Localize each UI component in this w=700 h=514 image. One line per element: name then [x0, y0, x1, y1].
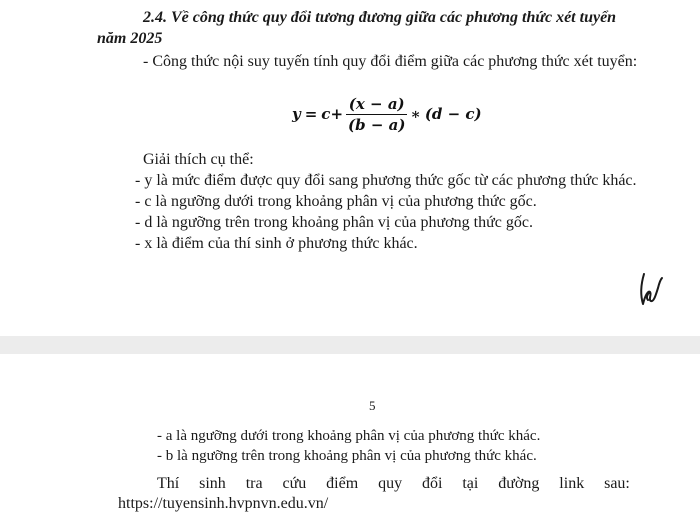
explain-title: Giải thích cụ thể:	[143, 151, 254, 168]
formula-numerator: (x − a)	[348, 94, 405, 113]
intro-text: - Công thức nội suy tuyến tính quy đổi điểm giữa các phương thức xét tuyển:	[143, 53, 638, 70]
closing-word: cứu	[282, 475, 307, 492]
formula-c: c	[321, 105, 331, 123]
formula-denominator: (b − a)	[348, 115, 406, 134]
interpolation-formula	[292, 92, 482, 136]
explain-item-x: - x là điểm của thí sinh ở phương thức khác.	[135, 235, 418, 252]
closing-word: tại	[462, 475, 479, 492]
formula-equals: =	[304, 105, 318, 123]
formula-lhs: y	[292, 105, 301, 123]
closing-word: tra	[245, 475, 263, 492]
explain-item-c: - c là ngưỡng dưới trong khoảng phân vị của phương thức gốc.	[135, 193, 537, 210]
explain-item-b: - b là ngưỡng trên trong khoảng phân vị của phương thức khác.	[157, 448, 537, 464]
closing-word: đường	[498, 475, 540, 492]
closing-word: sinh	[199, 475, 226, 492]
formula-fraction	[346, 95, 407, 134]
formula-times: ∗	[410, 105, 421, 123]
closing-word: Thí	[157, 475, 180, 492]
explain-item-y: - y là mức điểm được quy đổi sang phương thức gốc từ các phương thức khác.	[135, 172, 637, 189]
page-number: 5	[369, 398, 376, 413]
page-separator	[0, 336, 700, 354]
formula-tail: (d − c)	[424, 105, 482, 123]
closing-word: quy	[378, 475, 403, 492]
closing-word: link	[559, 475, 585, 492]
closing-word: đổi	[421, 475, 443, 492]
handwritten-signature	[636, 270, 666, 310]
admissions-link[interactable]: https://tuyensinh.hvpnvn.edu.vn/	[118, 495, 329, 512]
closing-word: điểm	[326, 475, 359, 492]
closing-word: sau:	[604, 475, 630, 492]
explain-item-a: - a là ngưỡng dưới trong khoảng phân vị của phương thức khác.	[157, 428, 541, 444]
section-heading-continued: năm 2025	[97, 30, 163, 47]
formula-plus: +	[330, 105, 344, 123]
section-heading: 2.4. Về công thức quy đổi tương đương giữa các phương thức xét tuyển	[143, 9, 617, 26]
closing-sentence	[157, 474, 630, 494]
explain-item-d: - d là ngưỡng trên trong khoảng phân vị của phương thức gốc.	[135, 214, 533, 231]
